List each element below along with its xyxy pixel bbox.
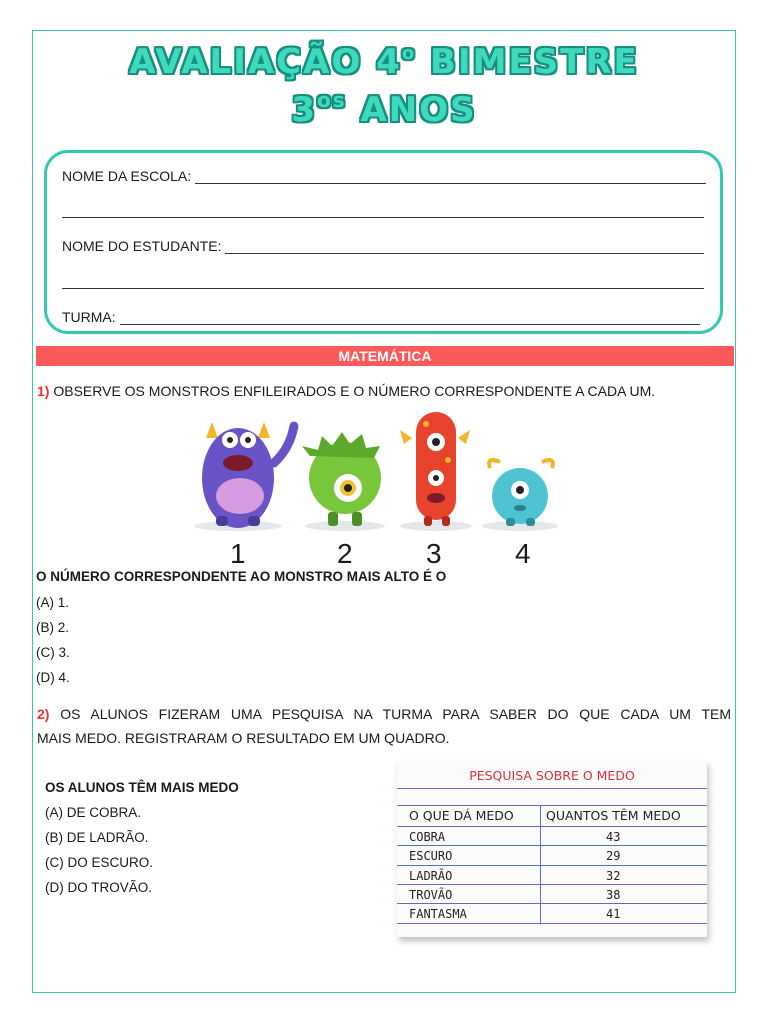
monster-2	[302, 432, 381, 526]
table-cell-count: 41	[606, 907, 621, 921]
q1-number: 1)	[37, 383, 50, 399]
monster-4	[489, 460, 553, 526]
q2-option-a[interactable]: (A) DE COBRA.	[45, 805, 142, 820]
class-field[interactable]	[62, 309, 700, 325]
q1-option-b[interactable]: (B) 2.	[36, 620, 70, 635]
monster-number-1: 1	[230, 538, 246, 569]
monster-number-4: 4	[515, 538, 531, 569]
table-cell-item: COBRA	[409, 830, 446, 844]
q1-option-d[interactable]: (D) 4.	[36, 670, 70, 685]
table-cell-count: 38	[606, 888, 621, 902]
monster-number-3: 3	[426, 538, 442, 569]
q2-statement-line-2: MAIS MEDO. REGISTRARAM O RESULTADO EM UM QUADRO.	[37, 730, 450, 746]
q2-number: 2)	[37, 706, 50, 722]
monster-1	[202, 422, 294, 528]
subject-band: MATEMÁTICA	[36, 346, 734, 366]
table-cell-count: 32	[606, 869, 621, 883]
student-name-line-2[interactable]	[62, 288, 704, 289]
school-name-label: NOME DA ESCOLA:	[62, 168, 192, 184]
q1-question: O NÚMERO CORRESPONDENTE AO MONSTRO MAIS ALTO É O	[36, 569, 447, 584]
monster-number-2: 2	[337, 538, 353, 569]
school-name-line-2[interactable]	[62, 217, 704, 218]
student-name-label: NOME DO ESTUDANTE:	[62, 238, 222, 254]
table-cell-item: TROVÃO	[409, 888, 453, 902]
title-line-2: $3^{os}$ ANOS	[291, 88, 477, 130]
q2-option-d[interactable]: (D) DO TROVÃO.	[45, 880, 153, 895]
table-title: PESQUISA SOBRE O MEDO	[469, 768, 635, 783]
table-header-count: QUANTOS TÊM MEDO	[546, 808, 681, 823]
school-name-field[interactable]	[62, 168, 706, 184]
table-cell-item: LADRÃO	[409, 869, 453, 883]
class-label: TURMA:	[62, 309, 116, 325]
table-cell-item: FANTASMA	[409, 907, 467, 921]
table-cell-item: ESCURO	[409, 849, 453, 863]
q2-option-c[interactable]: (C) DO ESCURO.	[45, 855, 153, 870]
fear-survey-table	[397, 761, 707, 937]
q1-statement: 1) OBSERVE OS MONSTROS ENFILEIRADOS E O NÚMERO CORRESPONDENTE A CADA UM.	[37, 383, 656, 399]
table-header-item: O QUE DÁ MEDO	[409, 808, 514, 823]
table-cell-count: 29	[606, 849, 621, 863]
student-name-field[interactable]	[62, 238, 704, 254]
monsters-illustration	[190, 408, 590, 538]
q2-option-b[interactable]: (B) DE LADRÃO.	[45, 830, 149, 845]
title-line-1: AVALIAÇÃO 4$^o$ BIMESTRE	[129, 42, 639, 82]
monster-3	[400, 412, 470, 526]
q1-option-a[interactable]: (A) 1.	[36, 595, 70, 610]
q2-statement-line-1: 2) OS ALUNOS FIZERAM UMA PESQUISA NA TURMA PARA SABER DO QUE CADA UM TEM	[37, 706, 731, 722]
q2-question: OS ALUNOS TÊM MAIS MEDO	[45, 780, 239, 795]
q1-option-c[interactable]: (C) 3.	[36, 645, 70, 660]
table-cell-count: 43	[606, 830, 621, 844]
